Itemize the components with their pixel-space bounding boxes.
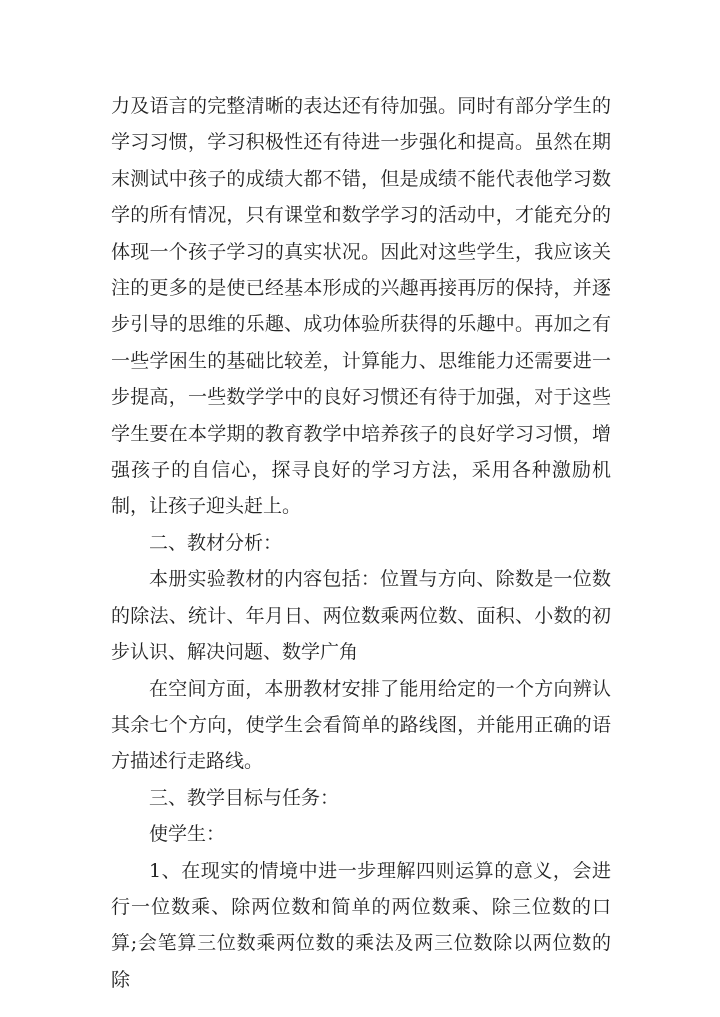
section-heading-goals: 三、教学目标与任务： [149, 786, 340, 809]
paragraph-space-section: 在空间方面，本册教材安排了能用给定的一个方向辨认其余七个方向，使学生会看简单的路线图，并能用正确的语方描述行走路线。 [111, 677, 611, 773]
paragraph-students-intro: 使学生： [149, 823, 226, 846]
paragraph-content-list: 本册实验教材的内容包括：位置与方向、除数是一位数的除法、统计、年月日、两位数乘两位数、面积、小数的初步认识、解决问题、数学广角 [111, 568, 611, 664]
paragraph-goal-1: 1、在现实的情境中进一步理解四则运算的意义，会进行一位数乘、除两位数和简单的两位数乘、除三位数的口算;会笔算三位数乘两位数的乘法及两三位数除以两位数的除 [111, 859, 611, 991]
document-body [111, 88, 611, 998]
section-heading-materials: 二、教材分析： [149, 531, 283, 554]
paragraph-continuation: 力及语言的完整清晰的表达还有待加强。同时有部分学生的学习习惯，学习积极性还有待进一步强化和提高。虽然在期末测试中孩子的成绩大都不错，但是成绩不能代表他学习数学的所有情况，只有课堂和数学学习的活动中，才能充分的体现一个孩子学习的真实状况。因此对这些学生，我应该关注的更多的是使已经基本形成的兴趣再接再厉的保持，并逐步引导的思维的乐趣、成功体验所获得的乐趣中。再加之有一些学困生的基础比较差，计算能力、思维能力还需要进一步提高，一些数学学中的良好习惯还有待于加强，对于这些学生要在本学期的教育教学中培养孩子的良好学习习惯，增强孩子的自信心，探寻良好的学习方法，采用各种激励机制，让孩子迎头赶上。 [111, 95, 611, 518]
